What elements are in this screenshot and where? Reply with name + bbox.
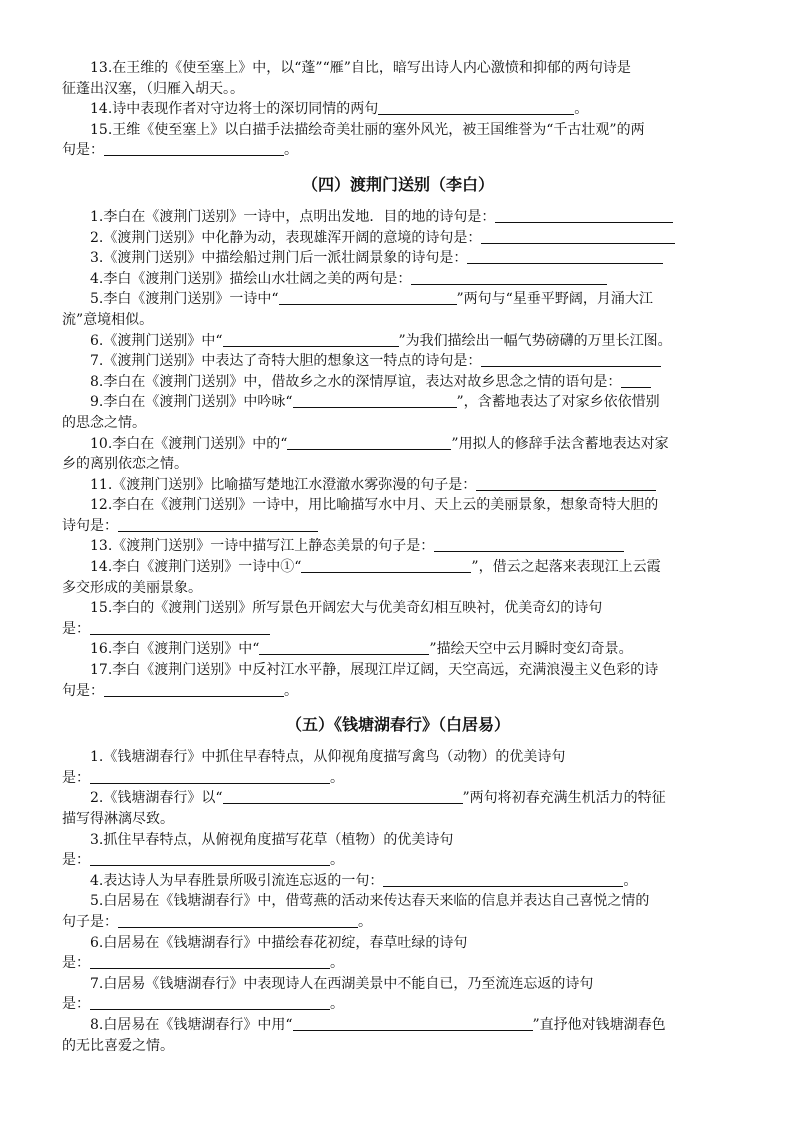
section-title-5: （五）《钱塘湖春行》（白居易） — [285, 715, 510, 735]
question-5-4: 4.表达诗人为早春胜景所吸引流连忘返的一句： 。 — [90, 872, 638, 889]
question-4-1: 1.李白在《渡荆门送别》一诗中，点明出发地．目的地的诗句是： — [62, 207, 734, 228]
answer-blank[interactable] — [118, 516, 318, 532]
question-4-6: 6.《渡荆门送别》中“ ”为我们描绘出一幅气势磅礴的万里长江图。 — [90, 332, 672, 349]
answer-blank[interactable] — [90, 994, 330, 1010]
answer-blank[interactable] — [118, 912, 358, 928]
answer-blank[interactable] — [104, 140, 284, 156]
question-3-13: 13.在王维的《使至塞上》中，以“蓬”“雁”自比，暗写出诗人内心激愤和抑郁的两句诗是 征蓬出汉塞，（归雁入胡天。。 — [62, 60, 631, 97]
section-title-4: （四）渡荆门送别（李白） — [301, 174, 494, 194]
answer-blank[interactable] — [90, 850, 330, 866]
question-4-2: 2.《渡荆门送别》中化静为动，表现雄浑开阔的意境的诗句是： — [62, 228, 734, 249]
answer-blank[interactable] — [293, 392, 457, 408]
answer-blank[interactable] — [481, 228, 675, 244]
question-4-5: 5.李白《渡荆门送别》一诗中“ ”两句与“星垂平野阔，月涌大江 流”意境相似。 — [62, 291, 653, 328]
answer-blank[interactable] — [383, 871, 623, 887]
question-4-7: 7.《渡荆门送别》中表达了奇特大胆的想象这一特点的诗句是： — [62, 351, 734, 372]
answer-blank[interactable] — [90, 768, 330, 784]
worksheet-page — [62, 58, 734, 1056]
answer-blank[interactable] — [434, 536, 624, 552]
question-4-17: 17.李白《渡荆门送别》中反衬江水平静，展现江岸辽阔，天空高远，充满浪漫主义色彩的诗 句是： 。 — [62, 662, 659, 699]
question-4-15: 15.李白的《渡荆门送别》所写景色开阔宏大与优美奇幻相互映衬，优美奇幻的诗句 是： — [62, 600, 603, 637]
question-5-5: 5.白居易在《钱塘湖春行》中，借莺燕的活动来传达春天来临的信息并表达自己喜悦之情的 句子是： 。 — [62, 893, 650, 930]
answer-blank[interactable] — [293, 1015, 533, 1031]
question-5-6: 6.白居易在《钱塘湖春行》中描绘春花初绽，春草吐绿的诗句 是： 。 — [62, 934, 468, 972]
question-4-12: 12.李白在《渡荆门送别》一诗中，用比喻描写水中月、天上云的美丽景象，想象奇特大胆的 诗句是： — [62, 497, 659, 534]
answer-blank[interactable] — [90, 953, 330, 969]
question-5-8: 8.白居易在《钱塘湖春行》中用“ ”直抒他对钱塘湖春色 的无比喜爱之情。 — [62, 1016, 666, 1054]
answer-blank[interactable] — [259, 639, 429, 655]
answer-blank[interactable] — [495, 207, 673, 223]
question-4-3: 3.《渡荆门送别》中描绘船过荆门后一派壮阔景象的诗句是： — [62, 248, 734, 269]
answer-blank[interactable] — [411, 269, 607, 285]
question-3-15: 15.王维《使至塞上》以白描手法描绘奇美壮丽的塞外风光，被王国维誉为“千古壮观”的两 句是： 。 — [62, 121, 645, 159]
question-4-9: 9.李白在《渡荆门送别》中吟咏“ ”，含蓄地表达了对家乡依依惜别 的思念之情。 — [62, 394, 660, 431]
answer-blank[interactable] — [467, 248, 663, 264]
question-4-10: 10.李白在《渡荆门送别》中的“ ”用拟人的修辞手法含蓄地表达对家 乡的离别依恋之情。 — [62, 435, 669, 473]
answer-blank[interactable] — [223, 788, 463, 804]
question-4-4: 4.李白《渡荆门送别》描绘山水壮阔之美的两句是： — [62, 269, 734, 290]
question-4-8: 8.李白在《渡荆门送别》中，借故乡之水的深情厚谊，表达对故乡思念之情的语句是： — [62, 372, 734, 393]
answer-blank[interactable] — [279, 289, 457, 305]
question-4-13: 13.《渡荆门送别》一诗中描写江上静态美景的句子是： — [62, 536, 734, 557]
answer-blank[interactable] — [223, 331, 399, 347]
answer-blank[interactable] — [481, 351, 661, 367]
answer-blank[interactable] — [621, 372, 651, 388]
question-5-2: 2.《钱塘湖春行》以“ ”两句将初春充满生机活力的特征 描写得淋漓尽致。 — [62, 790, 666, 827]
question-4-11: 11.《渡荆门送别》比喻描写楚地江水澄澈水雾弥漫的句子是： — [62, 475, 734, 496]
answer-blank[interactable] — [301, 557, 471, 573]
question-5-1: 1.《钱塘湖春行》中抓住早春特点，从仰视角度描写禽鸟（动物）的优美诗句 是： 。 — [62, 749, 566, 786]
question-3-14: 14.诗中表现作者对守边将士的深切同情的两句 。 — [90, 101, 589, 118]
answer-blank[interactable] — [476, 475, 656, 491]
answer-blank[interactable] — [90, 619, 270, 635]
question-5-3: 3.抓住早春特点，从俯视角度描写花草（植物）的优美诗句 是： 。 — [62, 831, 454, 869]
question-4-14: 14.李白《渡荆门送别》一诗中①“ ”，借云之起落来表现江上云霞 多交形成的美丽景象。 — [62, 559, 661, 596]
question-4-16: 16.李白《渡荆门送别》中“ ”描绘天空中云月瞬时变幻奇景。 — [90, 641, 633, 658]
answer-blank[interactable] — [287, 434, 451, 450]
answer-blank[interactable] — [104, 681, 284, 697]
question-5-7: 7.白居易《钱塘湖春行》中表现诗人在西湖美景中不能自已，乃至流连忘返的诗句 是： 。 — [62, 975, 594, 1013]
answer-blank[interactable] — [378, 99, 574, 115]
